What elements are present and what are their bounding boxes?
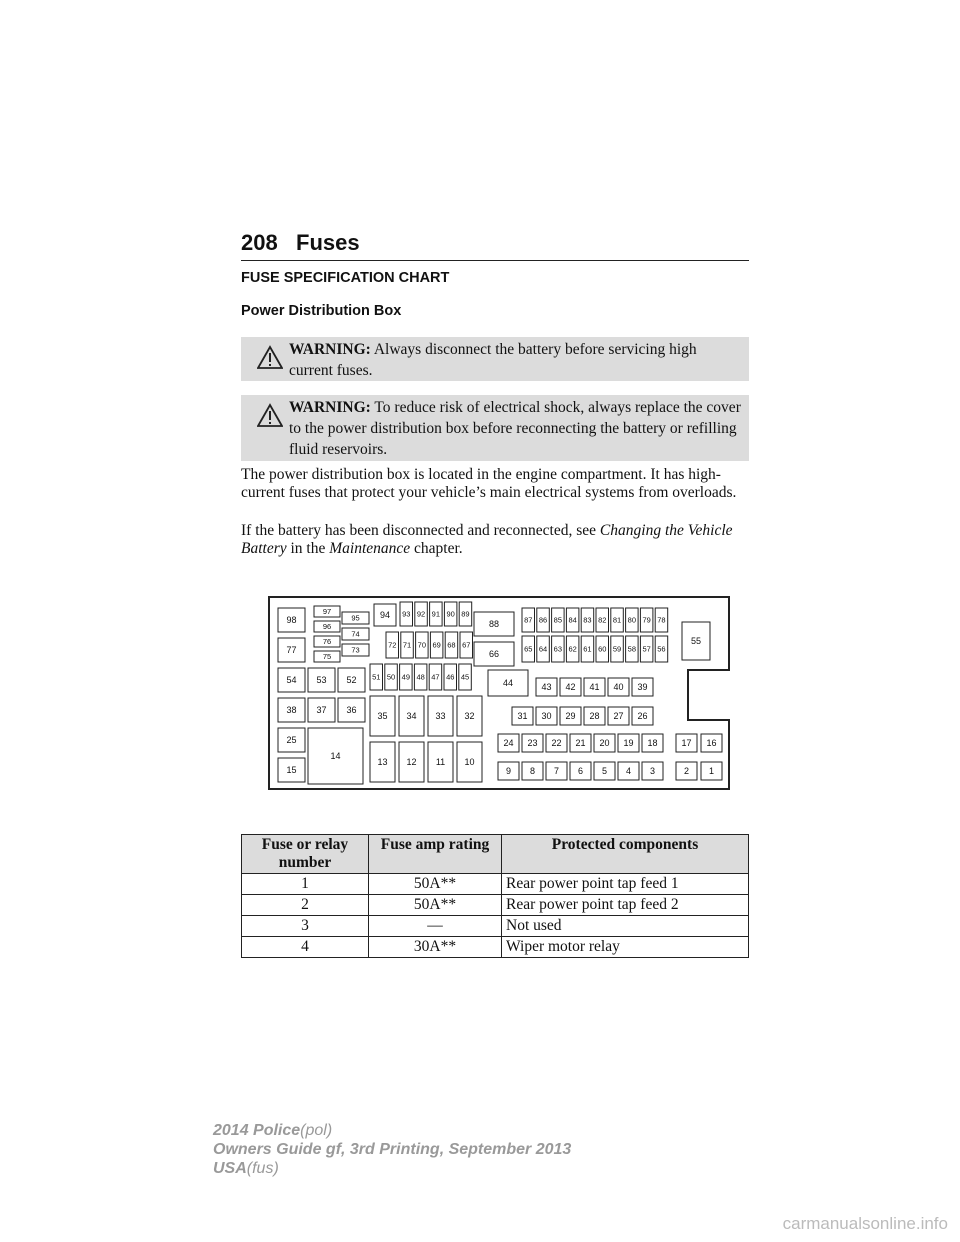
fuse-label: 90 xyxy=(446,609,455,619)
fuse-label: 22 xyxy=(551,738,562,749)
fuse-label: 79 xyxy=(642,615,651,625)
table-row: 4 30A** Wiper motor relay xyxy=(242,937,749,958)
fuse-label: 95 xyxy=(351,613,360,623)
fuse-label: 94 xyxy=(379,610,391,621)
fuse-label: 47 xyxy=(431,672,440,682)
fuse-box-diagram xyxy=(268,596,731,791)
warning-label: WARNING: xyxy=(289,341,371,358)
fuse-label: 31 xyxy=(517,711,528,722)
fuse-label: 89 xyxy=(461,609,470,619)
fuse-label: 88 xyxy=(488,619,500,630)
fuse-label: 62 xyxy=(568,644,577,654)
fuse-label: 24 xyxy=(503,738,514,749)
fuse-label: 65 xyxy=(524,644,533,654)
fuse-label: 15 xyxy=(286,765,297,776)
warning-text: Always disconnect the battery before servicing high current fuses. xyxy=(289,341,697,379)
fuse-label: 19 xyxy=(623,738,634,749)
fuse-label: 10 xyxy=(464,757,475,768)
fuse-label: 12 xyxy=(406,757,417,768)
watermark: carmanualsonline.info xyxy=(782,1214,948,1233)
fuse-label: 53 xyxy=(316,675,327,686)
fuse-label: 91 xyxy=(431,609,441,619)
fuse-label: 87 xyxy=(524,615,533,625)
page-footer: 2014 Police(pol) Owners Guide gf, 3rd Printing, September 2013 USA(fus) xyxy=(213,1122,572,1177)
fuse-label: 35 xyxy=(377,711,388,722)
fuse-label: 17 xyxy=(681,738,692,749)
fuse-label: 23 xyxy=(527,738,538,749)
fuse-label: 3 xyxy=(649,766,656,777)
fuse-label: 40 xyxy=(613,682,624,693)
warning-triangle-icon xyxy=(257,403,283,427)
fuse-label: 61 xyxy=(583,644,592,654)
fuse-label: 58 xyxy=(627,644,637,654)
fuse-label: 2 xyxy=(683,766,690,777)
fuse-label: 18 xyxy=(647,738,658,749)
fuse-label: 72 xyxy=(388,640,397,650)
link-maintenance: Maintenance xyxy=(329,540,411,557)
fuse-label: 49 xyxy=(401,672,411,682)
fuse-label: 54 xyxy=(286,675,297,686)
fuse-label: 98 xyxy=(286,615,297,626)
chart-heading: FUSE SPECIFICATION CHART xyxy=(241,270,450,286)
fuse-label: 96 xyxy=(322,622,332,632)
fuse-label: 16 xyxy=(706,738,717,749)
fuse-label: 20 xyxy=(599,738,610,749)
paragraph-battery: If the battery has been disconnected and reconnected, see Changing the Vehicle Battery in the Maintenance chapter. xyxy=(241,522,733,557)
fuse-label: 80 xyxy=(627,615,637,625)
fuse-label: 75 xyxy=(322,652,332,662)
fuse-label: 34 xyxy=(406,711,417,722)
fuse-label: 64 xyxy=(538,644,548,654)
fuse-label: 82 xyxy=(598,615,607,625)
fuse-label: 48 xyxy=(416,672,425,682)
fuse-label: 33 xyxy=(435,711,446,722)
fuse-label: 9 xyxy=(505,766,512,777)
fuse-label: 81 xyxy=(612,615,622,625)
fuse-label: 97 xyxy=(322,607,332,617)
fuse-label: 46 xyxy=(446,672,455,682)
table-row: 2 50A** Rear power point tap feed 2 xyxy=(242,895,749,916)
fuse-label: 44 xyxy=(502,678,514,689)
fuse-label: 84 xyxy=(568,615,577,625)
fuse-label: 38 xyxy=(286,705,297,716)
fuse-label: 73 xyxy=(351,645,360,655)
fuse-label: 21 xyxy=(575,738,586,749)
fuse-label: 45 xyxy=(460,672,470,682)
warning-box-1 xyxy=(241,337,749,381)
fuse-label: 37 xyxy=(316,705,327,716)
fuse-label: 25 xyxy=(286,735,297,746)
fuse-label: 41 xyxy=(589,682,600,693)
fuse-label: 63 xyxy=(553,644,563,654)
page-number: 208 xyxy=(241,230,278,255)
fuse-label: 74 xyxy=(351,629,360,639)
table-row: 3 — Not used xyxy=(242,916,749,937)
fuse-label: 93 xyxy=(402,609,411,619)
fuse-label: 26 xyxy=(637,711,648,722)
fuse-label: 1 xyxy=(708,766,715,777)
fuse-label: 67 xyxy=(462,640,471,650)
fuse-label: 86 xyxy=(538,615,548,625)
page-header xyxy=(241,230,749,261)
fuse-label: 56 xyxy=(657,644,666,654)
warning-triangle-icon xyxy=(257,345,283,369)
fuse-label: 78 xyxy=(657,615,666,625)
link-changing-battery: Changing the Vehicle Battery xyxy=(241,522,733,557)
fuse-label: 57 xyxy=(642,644,651,654)
fuse-label: 42 xyxy=(565,682,576,693)
fuse-label: 71 xyxy=(402,640,412,650)
fuse-label: 4 xyxy=(625,766,632,777)
fuse-label: 59 xyxy=(612,644,622,654)
fuse-label: 50 xyxy=(386,672,396,682)
table-row: 1 50A** Rear power point tap feed 1 xyxy=(242,874,749,895)
box-subheading: Power Distribution Box xyxy=(241,303,402,319)
fuse-spec-table xyxy=(241,834,749,958)
fuse-label: 28 xyxy=(589,711,600,722)
fuse-label: 52 xyxy=(346,675,357,686)
fuse-label: 60 xyxy=(598,644,607,654)
fuse-label: 7 xyxy=(553,766,560,777)
fuse-label: 30 xyxy=(541,711,552,722)
fuse-label: 85 xyxy=(553,615,563,625)
fuse-label: 32 xyxy=(464,711,475,722)
col-header-rating: Fuse amp rating xyxy=(369,835,502,874)
warning-text: To reduce risk of electrical shock, always replace the cover to the power distribution box before reconnecting the battery or refilling fluid reservoirs. xyxy=(289,399,741,458)
section-title: Fuses xyxy=(296,230,360,255)
fuse-label: 39 xyxy=(637,682,648,693)
fuse-label: 55 xyxy=(690,636,702,647)
fuse-label: 13 xyxy=(377,757,388,768)
fuse-label: 43 xyxy=(541,682,552,693)
fuse-label: 8 xyxy=(529,766,536,777)
fuse-label: 68 xyxy=(447,640,456,650)
paragraph-location: The power distribution box is located in the engine compartment. It has high-current fuses that protect your vehicle’s main electrical systems from overloads. xyxy=(241,466,737,501)
col-header-number: Fuse or relay number xyxy=(242,835,369,874)
fuse-label: 5 xyxy=(601,766,608,777)
warning-label: WARNING: xyxy=(289,399,371,416)
fuse-label: 92 xyxy=(416,609,426,619)
fuse-label: 29 xyxy=(565,711,576,722)
fuse-label: 14 xyxy=(330,751,341,762)
fuse-label: 69 xyxy=(432,640,441,650)
warning-box-2 xyxy=(241,395,749,461)
fuse-label: 6 xyxy=(577,766,584,777)
fuse-label: 83 xyxy=(583,615,592,625)
fuse-label: 51 xyxy=(372,672,381,682)
col-header-components: Protected components xyxy=(502,835,749,874)
fuse-label: 77 xyxy=(286,645,297,656)
fuse-label: 11 xyxy=(435,757,446,768)
fuse-label: 27 xyxy=(613,711,624,722)
fuse-label: 66 xyxy=(488,649,500,660)
fuse-label: 36 xyxy=(346,705,357,716)
fuse-label: 76 xyxy=(322,637,332,647)
fuse-label: 70 xyxy=(417,640,427,650)
